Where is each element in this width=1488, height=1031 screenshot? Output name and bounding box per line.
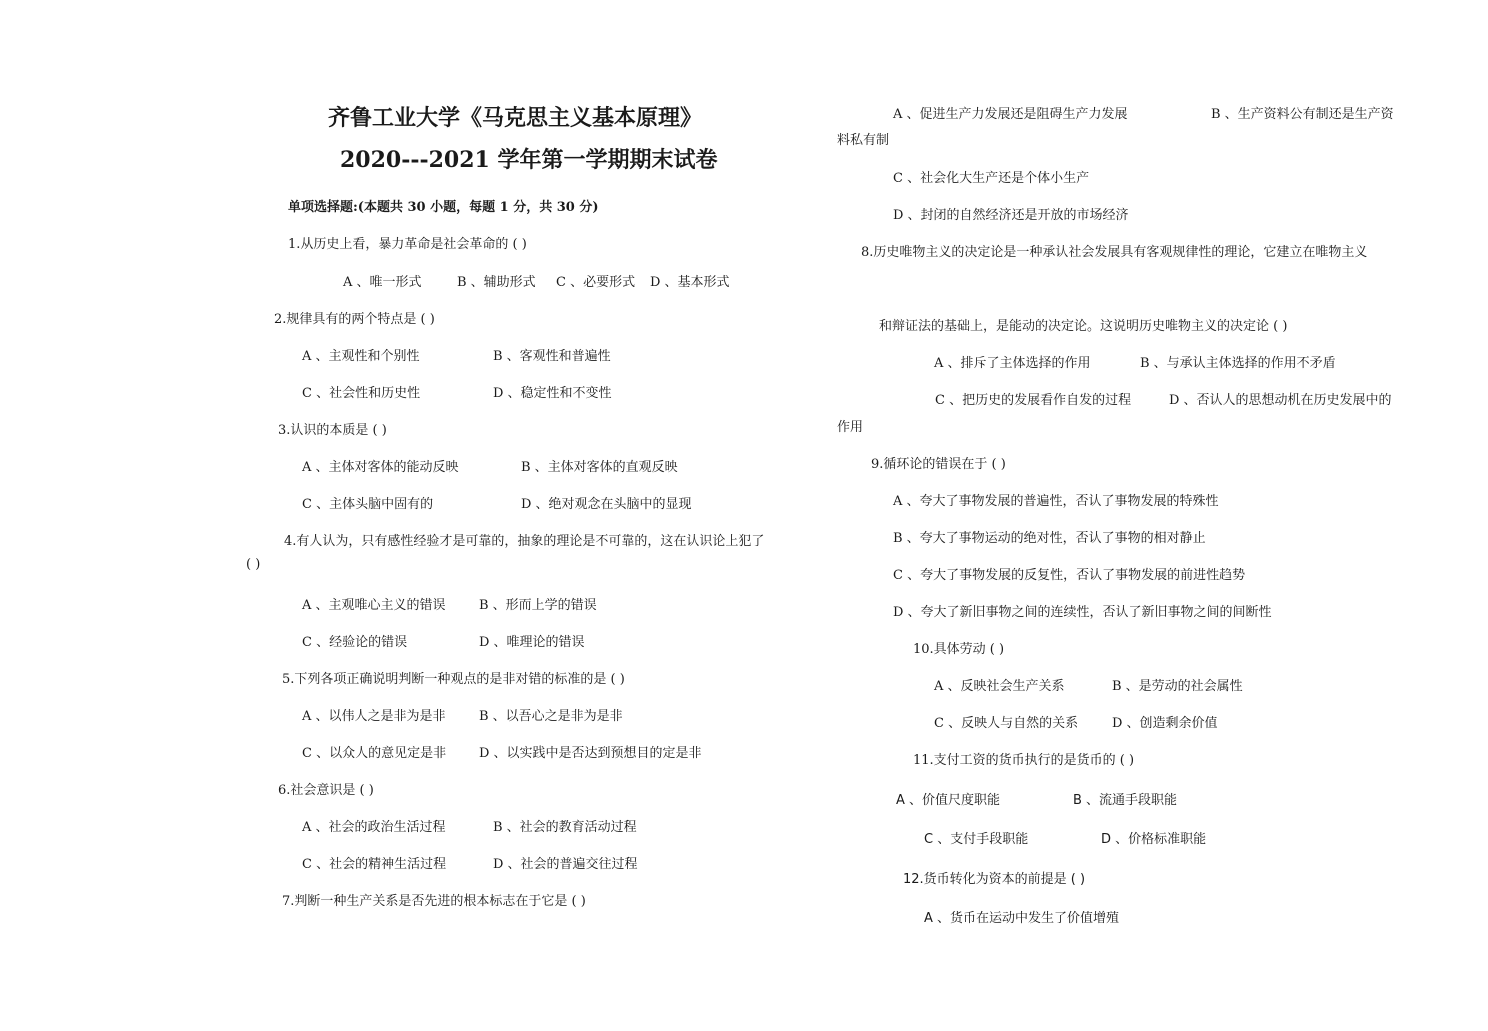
question-9-option-a[interactable]: A 、夸大了事物发展的普遍性，否认了事物发展的特殊性 [893,494,1219,509]
question-12-option-a[interactable]: A 、货币在运动中发生了价值增殖 [924,911,1120,926]
question-8-option-d-cont: 作用 [837,420,864,435]
question-8-stem-cont: 和辩证法的基础上，是能动的决定论。这说明历史唯物主义的决定论 ( ) [879,319,1288,334]
question-3-option-a[interactable]: A 、主体对客体的能动反映 [302,460,459,475]
question-4-option-d[interactable]: D 、唯理论的错误 [479,635,585,650]
question-1-options [343,271,730,290]
question-8-option-b[interactable]: B 、与承认主体选择的作用不矛盾 [1140,356,1336,371]
question-6-option-d[interactable]: D 、社会的普遍交往过程 [493,857,638,872]
exam-title-line2: 2020---2021 学年第一学期期末试卷 [340,147,718,173]
question-8-stem: 8.历史唯物主义的决定论是一种承认社会发展具有客观规律性的理论，它建立在唯物主义 [861,245,1368,260]
question-9-option-c[interactable]: C 、夸大了事物发展的反复性，否认了事物发展的前进性趋势 [893,568,1246,583]
question-6-option-a[interactable]: A 、社会的政治生活过程 [302,820,446,835]
question-9-option-d[interactable]: D 、夸大了新旧事物之间的连续性，否认了新旧事物之间的间断性 [893,605,1272,620]
question-11-option-d[interactable]: D 、价格标准职能 [1101,832,1207,847]
section-header: 单项选择题:(本题共 30 小题，每题 1 分，共 30 分) [288,200,599,215]
question-5-option-d[interactable]: D 、以实践中是否达到预想目的定是非 [479,746,702,761]
question-10-option-b[interactable]: B 、是劳动的社会属性 [1112,679,1243,694]
question-4-option-c[interactable]: C 、经验论的错误 [302,635,408,650]
question-7-option-d[interactable]: D 、封闭的自然经济还是开放的市场经济 [893,208,1129,223]
question-8-option-c[interactable]: C 、把历史的发展看作自发的过程 [935,393,1132,408]
question-11-option-b[interactable]: B 、流通手段职能 [1073,793,1178,808]
question-3-option-c[interactable]: C 、主体头脑中固有的 [302,497,434,512]
question-10-option-d[interactable]: D 、创造剩余价值 [1112,716,1218,731]
question-7-option-b-cont: 料私有制 [837,133,890,148]
question-6-option-b[interactable]: B 、社会的教育活动过程 [493,820,637,835]
question-12-stem: 12.货币转化为资本的前提是 ( ) [903,872,1086,887]
question-1-stem: 1.从历史上看，暴力革命是社会革命的 ( ) [288,237,527,252]
question-11-option-c[interactable]: C 、支付手段职能 [924,832,1029,847]
question-2-option-a[interactable]: A 、主观性和个别性 [302,349,420,364]
question-5-option-a[interactable]: A 、以伟人之是非为是非 [302,709,446,724]
question-5-option-c[interactable]: C 、以众人的意见定是非 [302,746,447,761]
question-8-option-d[interactable]: D 、否认人的思想动机在历史发展中的 [1169,393,1392,408]
question-2-option-c[interactable]: C 、社会性和历史性 [302,386,421,401]
question-4-stem: 4.有人认为，只有感性经验才是可靠的，抽象的理论是不可靠的，这在认识论上犯了 [284,534,765,549]
exam-title-line1: 齐鲁工业大学《马克思主义基本原理》 [328,105,703,131]
question-7-stem: 7.判断一种生产关系是否先进的根本标志在于它是 ( ) [282,894,586,909]
question-1-option-b[interactable]: B 、辅助形式 [457,275,536,290]
question-11-option-a[interactable]: A 、价值尺度职能 [896,793,1001,808]
question-2-stem: 2.规律具有的两个特点是 ( ) [274,312,435,327]
question-6-option-c[interactable]: C 、社会的精神生活过程 [302,857,447,872]
question-3-option-d[interactable]: D 、绝对观念在头脑中的显现 [521,497,692,512]
question-7-option-a[interactable]: A 、促进生产力发展还是阻碍生产力发展 [893,107,1128,122]
question-4-stem-cont: ( ) [246,557,261,572]
question-9-option-b[interactable]: B 、夸大了事物运动的绝对性，否认了事物的相对静止 [893,531,1206,546]
question-7-option-c[interactable]: C 、社会化大生产还是个体小生产 [893,171,1090,186]
question-1-option-d[interactable]: D 、基本形式 [650,275,730,290]
question-4-option-a[interactable]: A 、主观唯心主义的错误 [302,598,446,613]
question-9-stem: 9.循环论的错误在于 ( ) [871,457,1006,472]
question-4-option-b[interactable]: B 、形而上学的错误 [479,598,597,613]
question-5-option-b[interactable]: B 、以吾心之是非为是非 [479,709,623,724]
question-10-option-c[interactable]: C 、反映人与自然的关系 [934,716,1079,731]
question-1-option-a[interactable]: A 、唯一形式 [343,275,422,290]
question-8-option-a[interactable]: A 、排斥了主体选择的作用 [934,356,1091,371]
question-11-stem: 11.支付工资的货币执行的是货币的 ( ) [913,753,1135,768]
question-3-stem: 3.认识的本质是 ( ) [278,423,387,438]
question-1-option-c[interactable]: C 、必要形式 [556,275,636,290]
question-5-stem: 5.下列各项正确说明判断一种观点的是非对错的标准的是 ( ) [282,672,625,687]
question-6-stem: 6.社会意识是 ( ) [278,783,374,798]
question-7-option-b[interactable]: B 、生产资料公有制还是生产资 [1211,107,1394,122]
question-3-option-b[interactable]: B 、主体对客体的直观反映 [521,460,678,475]
question-2-option-b[interactable]: B 、客观性和普遍性 [493,349,611,364]
question-2-option-d[interactable]: D 、稳定性和不变性 [493,386,612,401]
question-10-option-a[interactable]: A 、反映社会生产关系 [934,679,1065,694]
question-10-stem: 10.具体劳动 ( ) [913,642,1005,657]
